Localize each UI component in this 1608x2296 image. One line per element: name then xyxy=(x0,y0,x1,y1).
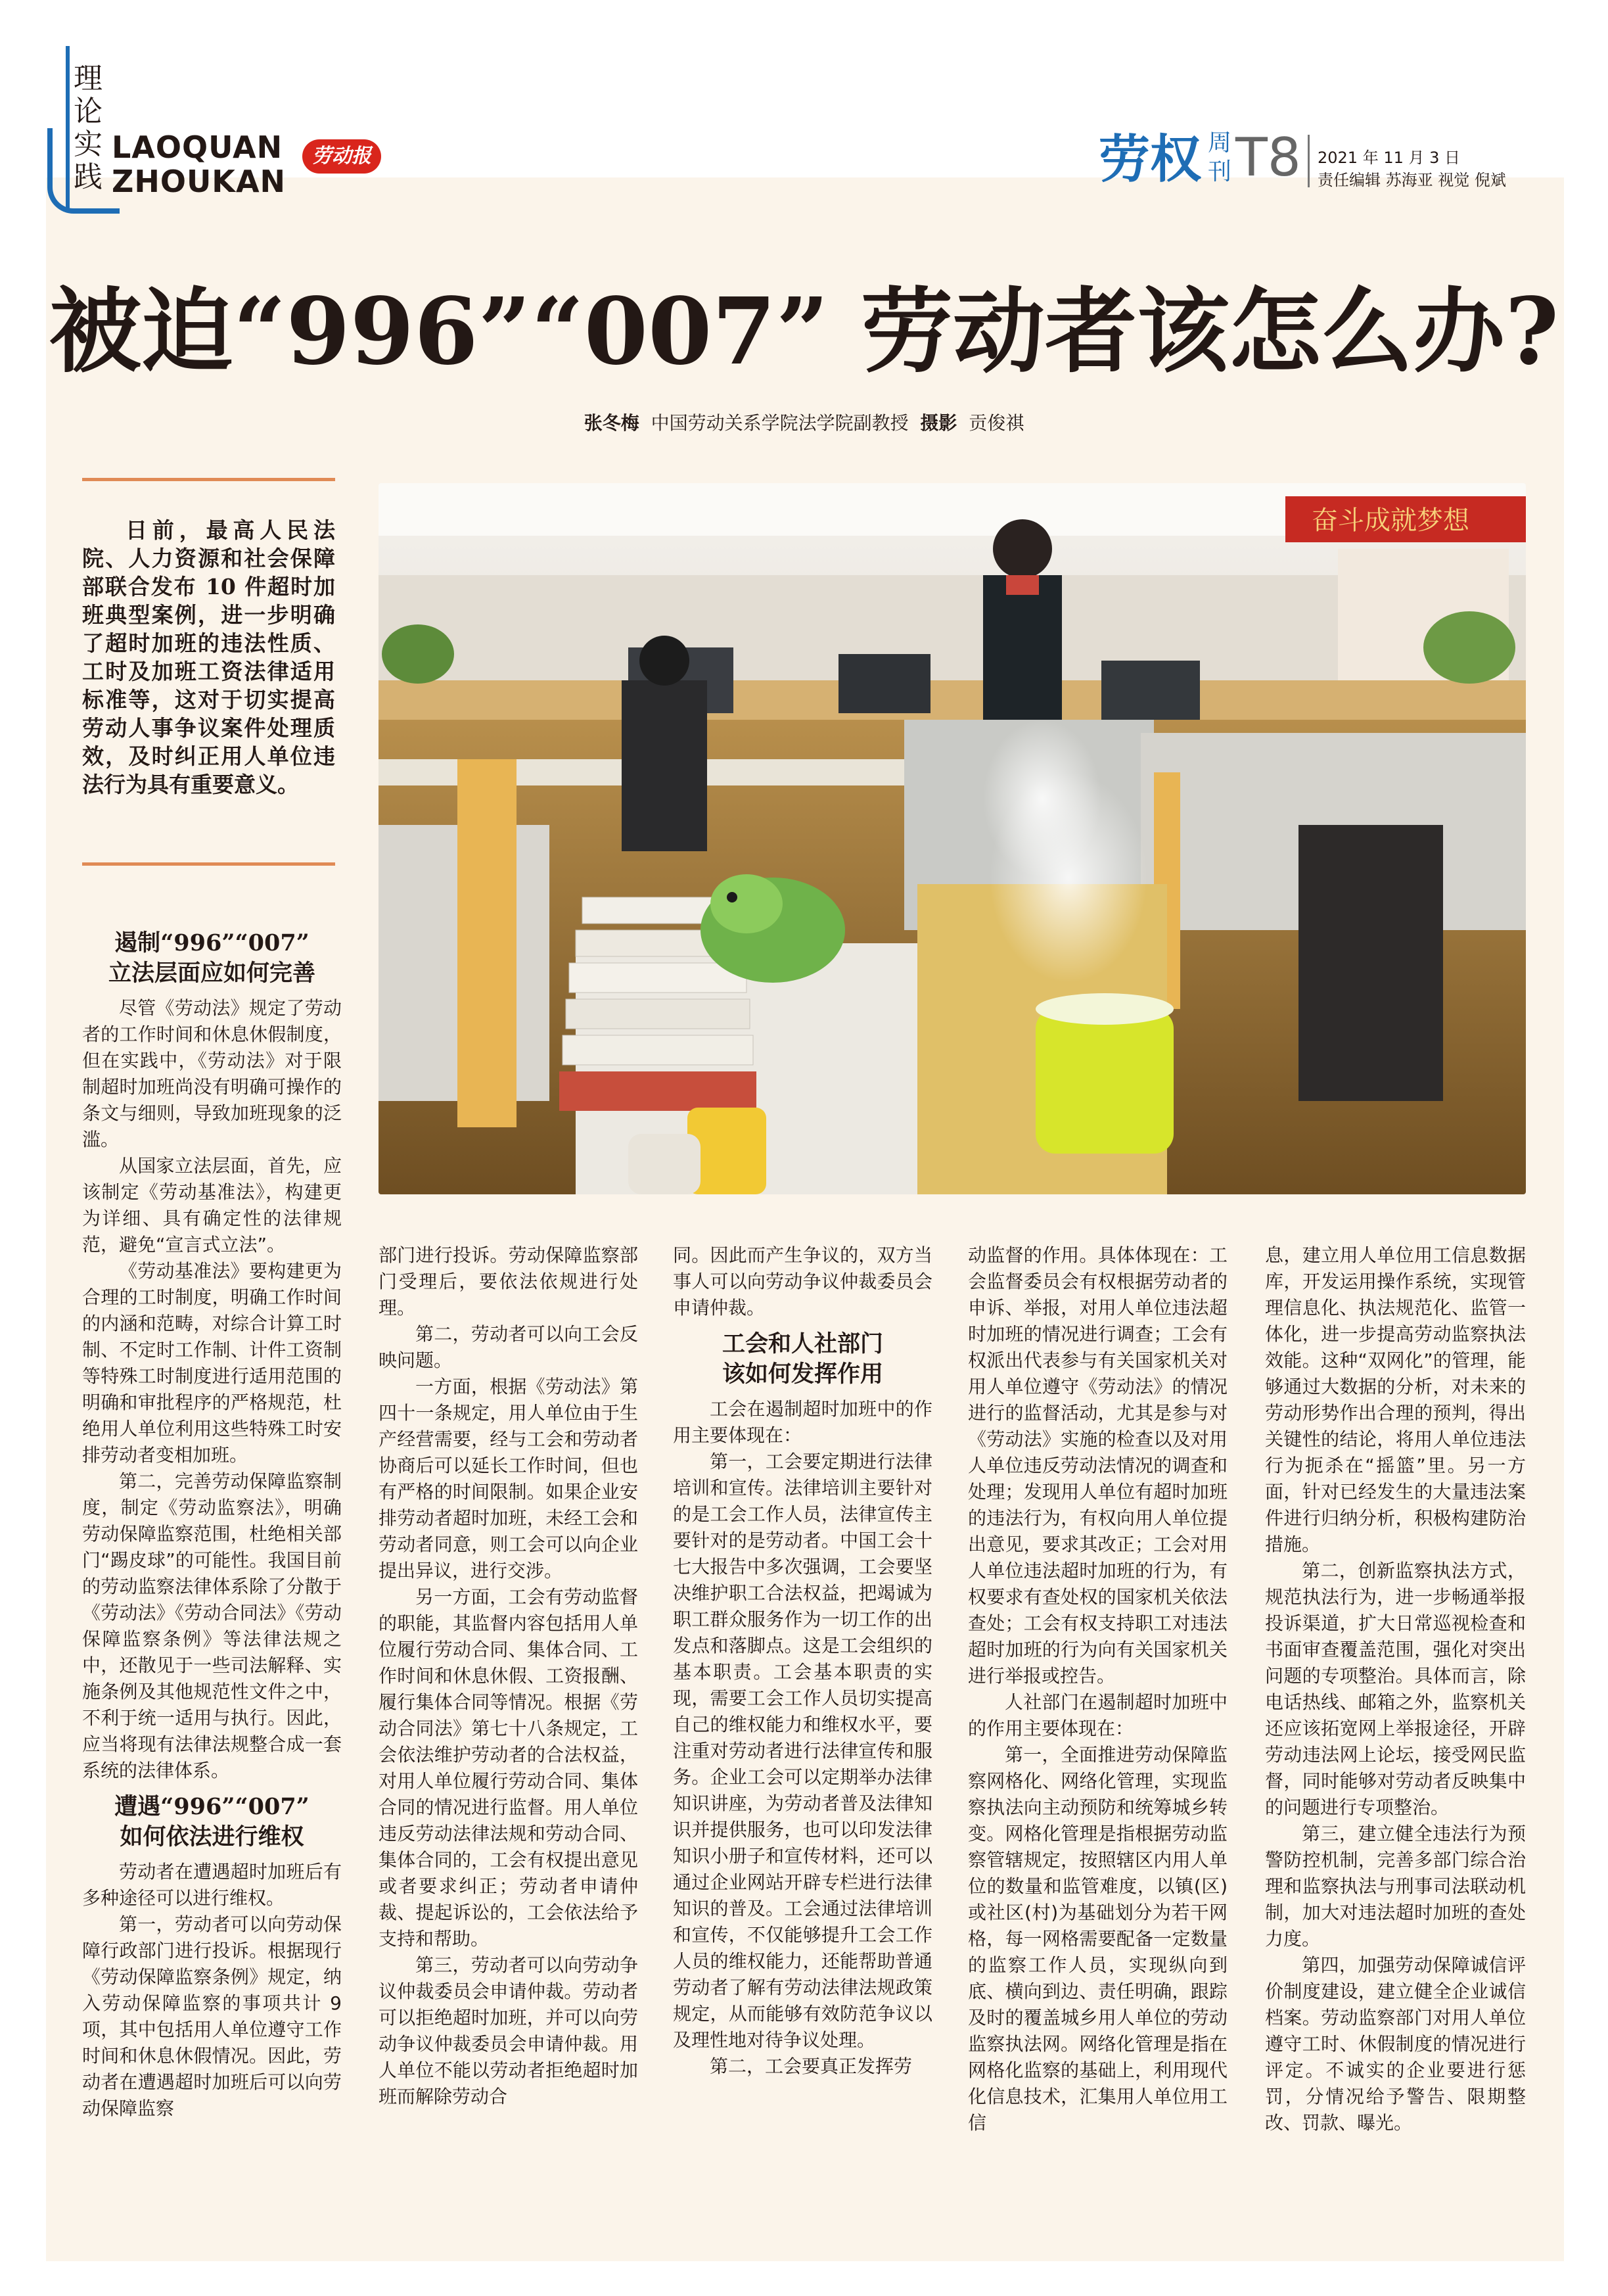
article-title: 被迫“996”“007” 劳动者该怎么办? xyxy=(49,278,1559,386)
body-paragraph: 第一，工会要定期进行法律培训和宣传。法律培训主要针对的是工会工作人员，法律宣传主要针对的是劳动者。中国工会十七大报告中多次强调，工会要坚决维护职工合法权益，把竭诚为职工群众服务作为一切工作的出发点和落脚点。这是工会组织的基本职责。工会基本职责的实现，需要工会工作人员切实提高自己的维权能力和维权水平，要注重对劳动者进行法律宣传和服务。企业工会可以定期举办法律知识讲座，为劳动者普及法律知识并提供服务，也可以印发法律知识小册子和宣传材料，还可以通过企业网站开辟专栏进行法律知识的普及。工会通过法律培训和宣传，不仅能够提升工会工作人员的维权能力，还能帮助普通劳动者了解有劳动法律法规政策规定，从而能够有效防范争议以及理性地对待争议处理。 xyxy=(673,1451,932,2051)
subhead-line: 该如何发挥作用 xyxy=(722,1361,883,1388)
page-number: T8 xyxy=(1235,127,1301,188)
article-photo xyxy=(379,483,1526,1194)
subhead-legislation xyxy=(82,928,342,989)
subhead-line: 遏制“996”“007” xyxy=(114,929,310,956)
brand-subtitle xyxy=(1208,129,1230,187)
body-paragraph: 同。因此而产生争议的，双方当事人可以向劳动争议仲裁委员会申请仲裁。 xyxy=(673,1244,932,1319)
body-paragraph: 第一，全面推进劳动保障监察网格化、网络化管理，实现监察执法向主动预防和统筹城乡转变。网格化管理是指根据劳动监察管辖规定，按照辖区内用人单位的数量和监管难度，以镇(区)或社区(村)为基础划分为若干网格，每一网格需要配备一定数量的监察工作人员，实现纵向到底、横向到边、责任明确，跟踪及时的覆盖城乡用人单位的劳动监察执法网。网络化管理是指在网格化监察的基础上，利用现代化信息技术，汇集用人单位用工信 xyxy=(968,1744,1228,2134)
body-paragraph: 第二，创新监察执法方式，规范执法行为，进一步畅通举报投诉渠道，扩大日常巡视检查和书面审查覆盖范围，强化对突出问题的专项整治。具体而言，除电话热线、邮箱之外，监察机关还应该拓宽网上举报途径，开辟劳动违法网上论坛，接受网民监督，同时能够对劳动者反映集中的问题进行专项整治。 xyxy=(1265,1560,1526,1818)
subhead-line: 立法层面应如何完善 xyxy=(108,960,315,987)
section-char: 实 xyxy=(74,128,103,161)
body-paragraph: 第二，工会要真正发挥劳 xyxy=(710,2055,913,2077)
byline-affiliation: 中国劳动关系学院法学院副教授 xyxy=(651,412,909,434)
subhead-union-role xyxy=(673,1329,932,1390)
brand-sub-char: 刊 xyxy=(1208,158,1232,185)
body-paragraph: 另一方面，工会有劳动监督的职能，其监督内容包括用人单位履行劳动合同、集体合同、工作时间和休息休假、工资报酬、履行集体合同等情况。根据《劳动合同法》第七十八条规定，工会依法维护劳动者的合法权益，对用人单位履行劳动合同、集体合同的情况进行监督。用人单位违反劳动法律法规和劳动合同、集体合同的，工会有权提出意见或者要求纠正；劳动者申请仲裁、提起诉讼的，工会依法给予支持和帮助。 xyxy=(379,1586,638,1950)
brand-sub-char: 周 xyxy=(1208,129,1232,156)
lead-bottom-rule xyxy=(82,862,335,866)
subhead-line: 如何依法进行维权 xyxy=(120,1823,304,1850)
subhead-line: 工会和人社部门 xyxy=(722,1330,883,1357)
column-5 xyxy=(1265,1242,1526,2136)
body-paragraph: 《劳动基准法》要构建更为合理的工时制度，明确工作时间的内涵和范畴，对综合计算工时制、不定时工作制、计件工资制等特殊工时制度进行适用范围的明确和审批程序的严格规范，杜绝用人单位利用这些特殊工时安排劳动者变相加班。 xyxy=(82,1260,342,1466)
subhead-rights xyxy=(82,1792,342,1852)
lead-top-rule xyxy=(82,478,335,481)
byline-author: 张冬梅 xyxy=(584,412,639,434)
column-2 xyxy=(379,1242,638,2110)
section-char: 论 xyxy=(74,95,103,128)
body-paragraph: 第二，完善劳动保障监察制度，制定《劳动监察法》，明确劳动保障监察范围，杜绝相关部门“踢皮球”的可能性。我国目前的劳动监察法律体系除了分散于《劳动法》《劳动合同法》《劳动保障监察条例》等法律法规之中，还散见于一些司法解释、实施条例及其他规范性文件之中，不利于统一适用与执行。因此，应当将现有法律法规整合成一套系统的法律体系。 xyxy=(82,1470,342,1781)
column-3 xyxy=(673,1242,932,2080)
section-char: 理 xyxy=(74,62,103,95)
newspaper-logo: 劳动报 xyxy=(302,139,381,174)
byline-photo-label: 摄影 xyxy=(920,412,957,434)
column-1 xyxy=(82,920,342,2122)
body-paragraph: 第一，劳动者可以向劳动保障行政部门进行投诉。根据现行《劳动保障监察条例》规定，纳入劳动保障监察的事项共计 9 项，其中包括用人单位遵守工作时间和休息休假情况。因此，劳动者在遭遇超时加班后可以向劳动保障监察 xyxy=(82,1913,342,2119)
editor-credit: 责任编辑 苏海亚 视觉 倪斌 xyxy=(1318,171,1506,189)
header-divider xyxy=(1308,135,1310,187)
column-4 xyxy=(968,1242,1228,2136)
byline-photographer: 贡俊祺 xyxy=(969,412,1024,434)
body-paragraph: 一方面，根据《劳动法》第四十一条规定，用人单位由于生产经营需要，经与工会和劳动者协商后可以延长工作时间，但也有严格的时间限制。如果企业安排劳动者超时加班，未经工会和劳动者同意，则工会可以向企业提出异议，进行交涉。 xyxy=(379,1376,638,1581)
section-name-en xyxy=(112,130,286,199)
body-paragraph: 第三，建立健全违法行为预警防控机制，完善多部门综合治理和监察执法与刑事司法联动机制，加大对违法超时加班的查处力度。 xyxy=(1265,1823,1526,1950)
photo-wall-sign: 奋斗成就梦想 xyxy=(1312,505,1469,536)
publication-date: 2021 年 11 月 3 日 xyxy=(1318,149,1461,167)
section-en-line2: ZHOUKAN xyxy=(112,164,287,199)
body-paragraph: 人社部门在遏制超时加班中的作用主要体现在： xyxy=(968,1691,1228,1739)
byline xyxy=(0,409,1608,435)
brand-title: 劳权 xyxy=(1099,130,1202,189)
body-paragraph: 劳动者在遭遇超时加班后有多种途径可以进行维权。 xyxy=(82,1861,342,1909)
body-paragraph: 动监督的作用。具体体现在：工会监督委员会有权根据劳动者的申诉、举报，对用人单位违法超时加班的情况进行调查；工会有权派出代表参与有关国家机关对用人单位遵守《劳动法》的情况进行的监督活动，尤其是参与对《劳动法》实施的检查以及对用人单位违反劳动法情况的调查和处理；发现用人单位有超时加班的违法行为，有权向用人单位提出意见，要求其改正；工会对用人单位违法超时加班的行为，有权要求有查处权的国家机关依法查处；工会有权支持职工对违法超时加班的行为向有关国家机关进行举报或控告。 xyxy=(968,1244,1228,1687)
body-paragraph: 第三，劳动者可以向劳动争议仲裁委员会申请仲裁。劳动者可以拒绝超时加班，并可以向劳动争议仲裁委员会申请仲裁。用人单位不能以劳动者拒绝超时加班而解除劳动合 xyxy=(379,1954,638,2107)
body-paragraph: 部门进行投诉。劳动保障监察部门受理后，要依法依规进行处理。 xyxy=(379,1244,638,1319)
lead-paragraph: 日前，最高人民法院、人力资源和社会保障部联合发布 10 件超时加班典型案例，进一步明确了超时加班的违法性质、工时及加班工资法律适用标准等，这对于切实提高劳动人事争议案件处理质效，及时纠正用人单位违法行为具有重要意义。 xyxy=(82,517,335,797)
body-paragraph: 息，建立用人单位用工信息数据库，开发运用操作系统，实现管理信息化、执法规范化、监管一体化，进一步提高劳动监察执法效能。这种“双网化”的管理，能够通过大数据的分析，对未来的劳动形势作出合理的预判，得出关键性的结论，将用人单位违法行为扼杀在“摇篮”里。另一方面，针对已经发生的大量违法案件进行归纳分析，积极构建防治措施。 xyxy=(1265,1244,1526,1555)
body-paragraph: 工会在遏制超时加班中的作用主要体现在： xyxy=(673,1398,932,1446)
body-paragraph: 第二，劳动者可以向工会反映问题。 xyxy=(379,1323,638,1371)
body-paragraph: 尽管《劳动法》规定了劳动者的工作时间和休息休假制度，但在实践中，《劳动法》对于限制超时加班尚没有明确可操作的条文与细则，导致加班现象的泛滥。 xyxy=(82,997,342,1150)
body-paragraph: 从国家立法层面，首先，应该制定《劳动基准法》，构建更为详细、具有确定性的法律规范，避免“宣言式立法”。 xyxy=(82,1155,342,1255)
office-photo-illustration xyxy=(379,483,1526,1194)
section-name-cn xyxy=(74,62,113,194)
subhead-line: 遭遇“996”“007” xyxy=(114,1793,310,1820)
section-char: 践 xyxy=(74,160,103,194)
body-paragraph: 第四，加强劳动保障诚信评价制度建设，建立健全企业诚信档案。劳动监察部门对用人单位遵守工时、休假制度的情况进行评定。不诚实的企业要进行惩罚，分情况给予警告、限期整改、罚款、曝光。 xyxy=(1265,1954,1526,2134)
section-en-line1: LAOQUAN xyxy=(112,129,283,165)
